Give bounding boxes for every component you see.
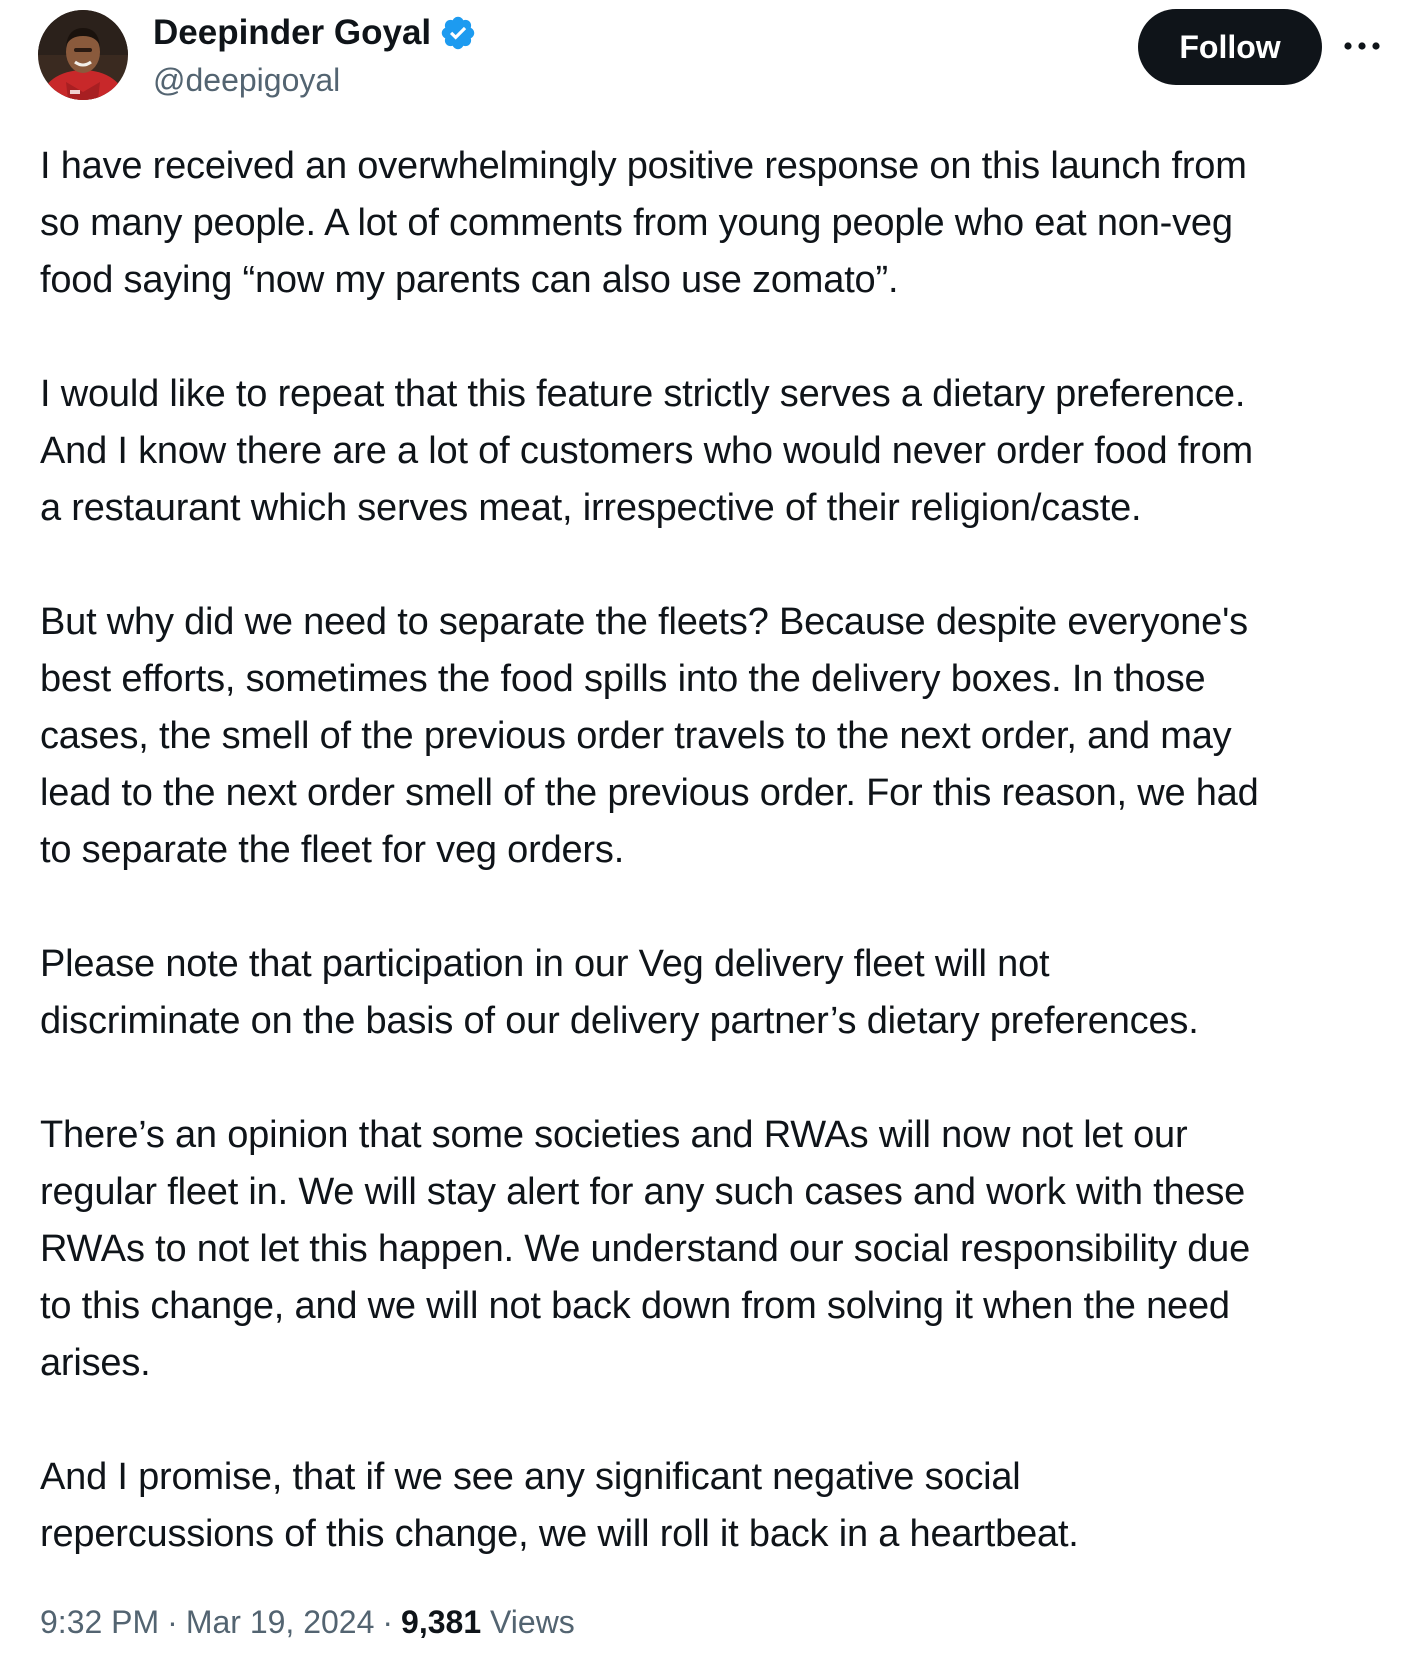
views-count: 9,381 <box>401 1604 482 1640</box>
tweet-time-link[interactable] <box>40 1604 374 1640</box>
profile-photo <box>38 10 128 100</box>
separator: · <box>167 1604 178 1640</box>
tweet-paragraph: There’s an opinion that some societies and RWAs will now not let our regular fleet in. We will stay alert for any such cases and work with these RWAs to not let this happen. We understand our social responsibility due to this change, and we will not back down from solving it when the need arises. <box>40 1114 1251 1384</box>
author-name-text[interactable]: Deepinder Goyal <box>153 13 432 52</box>
avatar[interactable] <box>38 10 128 100</box>
views-label: Views <box>490 1604 575 1640</box>
more-horizontal-icon <box>1342 40 1382 52</box>
author-handle[interactable]: @deepigoyal <box>153 62 341 98</box>
tweet-time[interactable]: 9:32 PM <box>40 1604 160 1640</box>
verified-badge-icon[interactable] <box>439 14 477 52</box>
tweet-paragraph: I would like to repeat that this feature strictly serves a dietary preference. And I know there are a lot of customers who would never order food from a restaurant which serves meat, irrespective of their religion/caste. <box>40 373 1253 529</box>
tweet-date[interactable]: Mar 19, 2024 <box>185 1604 375 1640</box>
tweet-paragraph: I have received an overwhelmingly positive response on this launch from so many people. A lot of comments from young people who eat non-veg food saying “now my parents can also use zomato”. <box>40 145 1247 301</box>
follow-button[interactable]: Follow <box>1138 9 1322 85</box>
tweet-text <box>40 138 1410 1563</box>
more-options-button[interactable] <box>1338 28 1386 64</box>
separator: · <box>382 1604 394 1640</box>
tweet-paragraph: Please note that participation in our Veg delivery fleet will not discriminate on the basis of our delivery partner’s dietary preferences. <box>40 943 1199 1042</box>
tweet-paragraph: And I promise, that if we see any significant negative social repercussions of this change, we will roll it back in a heartbeat. <box>40 1456 1079 1555</box>
author-display-name[interactable] <box>153 12 477 54</box>
tweet-paragraph: But why did we need to separate the fleets? Because despite everyone's best efforts, sometimes the food spills into the delivery boxes. In those cases, the smell of the previous order travels to the next order, and may lead to the next order smell of the previous order. For this reason, we had to separate the fleet for veg orders. <box>40 601 1259 871</box>
tweet-metadata <box>40 1602 575 1642</box>
